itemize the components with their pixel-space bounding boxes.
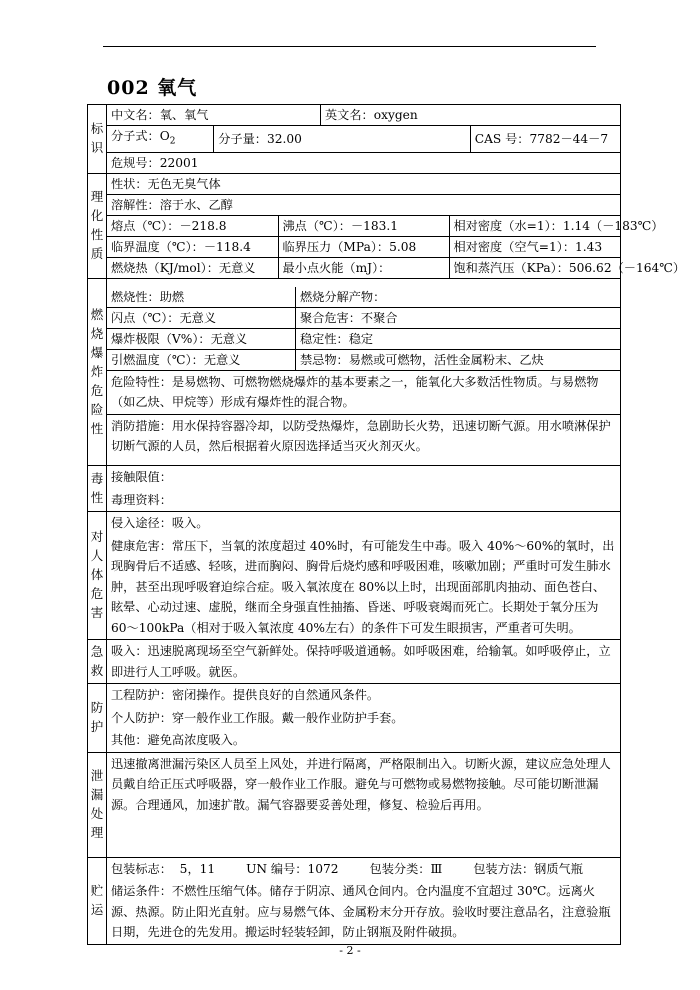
personal-protection: 个人防护：穿一般作业工作服。戴一般作业防护手套。 <box>111 710 404 725</box>
relative-density-air: 相对密度（空气=1）：1.43 <box>449 237 620 258</box>
relative-density-water: 相对密度（水=1）：1.14（－183℃） <box>449 216 620 237</box>
section-label: 贮运 <box>88 857 107 944</box>
engineering-protection: 工程防护：密闭操作。提供良好的自然通风条件。 <box>111 688 380 702</box>
section-identity <box>88 105 621 174</box>
page-number: - 2 - <box>339 944 361 957</box>
leak-handling-text: 迅速撤离泄漏污染区人员至上风处，并进行隔离，严格限制出入。切断火源，建议应急处理人员戴自给正压式呼吸器，穿一般作业工作服。避免与可燃物或易燃物接触。尽可能切断泄漏源。合理通风，加速扩散。漏气容器要妥善处理，修复、检验后再用。 <box>111 756 611 812</box>
autoignition-temperature: 引燃温度（℃）：无意义 <box>111 352 241 367</box>
molecular-formula: 分子式：$O_2$ <box>107 126 214 152</box>
section-label: 急救 <box>88 640 107 684</box>
firefighting-measures: 消防措施：用水保持容器冷却，以防受热爆炸，急剧助长火势，迅速切断气源。用水喷淋保护切断气源的人员，然后根据着火原因选择适当灭火剂灭火。 <box>111 418 611 453</box>
section-label: 理化性质 <box>88 174 107 279</box>
en-name: 英文名：oxygen <box>321 105 621 126</box>
section-label: 防护 <box>88 684 107 753</box>
section-label: 毒性 <box>88 466 107 512</box>
packaging-info: 包装标志： 5，11 UN 编号：1072 包装分类：Ⅲ 包装方法：钢质气瓶 <box>111 861 583 876</box>
header-rule <box>103 46 596 47</box>
other-protection: 其他：避免高浓度吸入。 <box>111 733 246 747</box>
section-protection <box>88 684 621 753</box>
appearance: 性状：无色无臭气体 <box>107 174 620 195</box>
toxicology-data: 毒理资料： <box>111 492 172 507</box>
health-hazard: 健康危害：常压下，当氧的浓度超过 40%时，有可能发生中毒。吸入 40%～60%的氧时，出现胸骨后不适感、轻咳，进而胸闷、胸骨后烧灼感和呼吸困难，咳嗽加剧；严重时可发生肺水肿，甚至出现呼吸窘迫综合症。吸入氧浓度在 80%以上时，出现面部肌肉抽动、面色苍白、眩晕、心动过速、虚脱，继而全身强直性抽搐、昏迷、呼吸衰竭而死亡。长期处于氧分压为 60～100kPa（相对于吸入氧浓度 40%左右）的条件下可发生眼损害，严重者可失明。 <box>111 538 615 635</box>
section-toxicity <box>88 466 621 512</box>
boiling-point: 沸点（℃）：－183.1 <box>278 216 449 237</box>
combustion-heat: 燃烧热（KJ/mol）：无意义 <box>111 261 256 275</box>
hazard-number: 危规号：22001 <box>111 155 199 170</box>
cn-name: 中文名：氧、氧气 <box>107 105 321 126</box>
section-first-aid <box>88 640 621 684</box>
hazard-characteristics: 危险特性：是易燃物、可燃物燃烧爆炸的基本要素之一，能氧化大多数活性物质。与易燃物（如乙炔、甲烷等）形成有爆炸性的混合物。 <box>107 371 620 415</box>
molecular-weight: 分子量：32.00 <box>214 126 471 152</box>
first-aid-text: 吸入：迅速脱离现场至空气新鲜处。保持呼吸道通畅。如呼吸困难，给输氧。如呼吸停止，立即进行人工呼吸。就医。 <box>111 644 611 679</box>
section-label: 燃烧爆炸危险性 <box>88 279 107 466</box>
explosion-limit: 爆炸极限（V%）：无意义 <box>107 328 296 349</box>
section-health <box>88 512 621 640</box>
flash-point: 闪点（℃）：无意义 <box>107 307 296 328</box>
min-ignition-energy: 最小点火能（mJ）： <box>278 258 449 279</box>
exposure-route: 侵入途径：吸入。 <box>111 516 209 530</box>
flammability: 燃烧性：助燃 <box>107 287 296 308</box>
page-title: 002 氧气 <box>107 77 198 99</box>
cas-number: CAS 号：7782－44－7 <box>470 126 620 152</box>
critical-temperature: 临界温度（℃）：－118.4 <box>107 237 278 258</box>
msds-table <box>87 104 686 945</box>
stability: 稳定性：稳定 <box>296 328 621 349</box>
vapor-pressure: 饱和蒸汽压（KPa）：506.62（－164℃） <box>449 258 620 279</box>
incompatible-materials: 禁忌物：易燃或可燃物，活性金属粉末、乙炔 <box>296 349 621 370</box>
section-label: 标识 <box>88 105 107 174</box>
section-label: 泄漏处理 <box>88 752 107 857</box>
section-label: 对人体危害 <box>88 512 107 640</box>
section-leak <box>88 752 621 857</box>
section-fire <box>88 279 621 466</box>
critical-pressure: 临界压力（MPa）：5.08 <box>278 237 449 258</box>
solubility: 溶解性：溶于水、乙醇 <box>107 195 620 216</box>
decomposition-products: 燃烧分解产物： <box>296 287 621 308</box>
melting-point: 熔点（℃）：－218.8 <box>107 216 278 237</box>
section-physchem <box>88 174 621 279</box>
section-storage <box>88 857 621 944</box>
storage-conditions: 储运条件：不燃性压缩气体。储存于阴凉、通风仓间内。仓内温度不宜超过 30℃。远离火源、热源。防止阳光直射。应与易燃气体、金属粉末分开存放。验收时要注意品名，注意验瓶日期，先进仓的先发用。搬运时轻装轻卸，防止钢瓶及附件破损。 <box>111 884 611 939</box>
polymerization-hazard: 聚合危害：不聚合 <box>296 307 621 328</box>
exposure-limit: 接触限值： <box>111 470 172 484</box>
